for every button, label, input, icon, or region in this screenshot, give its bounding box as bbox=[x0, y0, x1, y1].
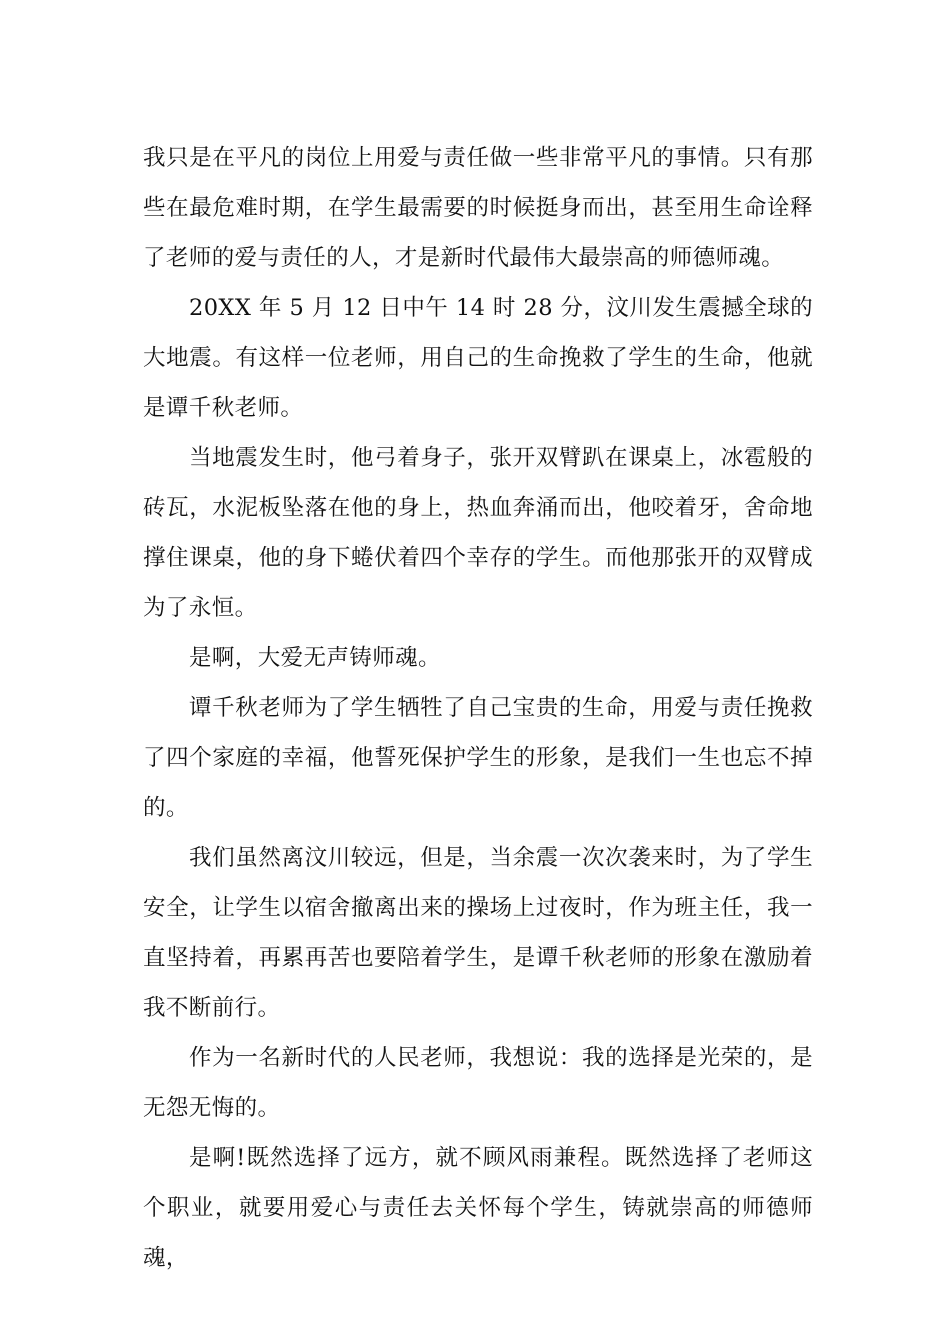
paragraph-7: 作为一名新时代的人民老师，我想说：我的选择是光荣的，是无怨无悔的。 bbox=[143, 1045, 813, 1121]
paragraph-3: 当地震发生时，他弓着身子，张开双臂趴在课桌上，冰雹般的砖瓦，水泥板坠落在他的身上，热血奔涌而出，他咬着牙，舍命地撑住课桌，他的身下蜷伏着四个幸存的学生。而他那张开的双臂成为了永恒。 bbox=[143, 445, 813, 621]
paragraph-1: 我只是在平凡的岗位上用爱与责任做一些非常平凡的事情。只有那些在最危难时期，在学生最需要的时候挺身而出，甚至用生命诠释了老师的爱与责任的人，才是新时代最伟大最崇高的师德师魂。 bbox=[143, 145, 813, 271]
paragraph-4: 是啊，大爱无声铸师魂。 bbox=[189, 645, 441, 671]
paragraph-8: 是啊!既然选择了远方，就不顾风雨兼程。既然选择了老师这个职业，就要用爱心与责任去关怀每个学生，铸就崇高的师德师魂， bbox=[143, 1145, 813, 1271]
paragraph-6: 我们虽然离汶川较远，但是，当余震一次次袭来时，为了学生安全，让学生以宿舍撤离出来的操场上过夜时，作为班主任，我一直坚持着，再累再苦也要陪着学生，是谭千秋老师的形象在激励着我不断前行。 bbox=[143, 845, 813, 1021]
paragraph-5: 谭千秋老师为了学生牺牲了自己宝贵的生命，用爱与责任挽救了四个家庭的幸福，他誓死保护学生的形象，是我们一生也忘不掉的。 bbox=[143, 695, 813, 821]
document-body bbox=[143, 133, 813, 1283]
paragraph-2: 20XX 年 5 月 12 日中午 14 时 28 分，汶川发生震撼全球的大地震。有这样一位老师，用自己的生命挽救了学生的生命，他就是谭千秋老师。 bbox=[143, 295, 813, 421]
